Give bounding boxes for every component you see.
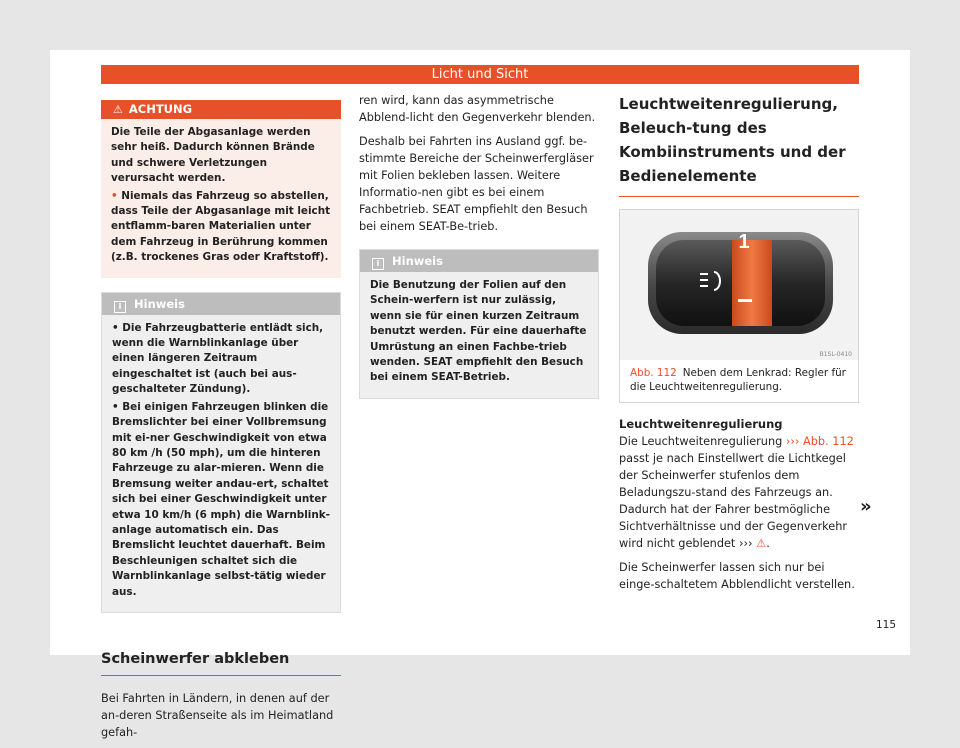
note-item: • Die Fahrzeugbatterie entlädt sich, wenn die Warnblinkanlage über einen längeren Zeitraum eingeschaltet ist (auch bei aus-geschalteter Zündung).: [112, 321, 324, 396]
figure-caption-text: Neben dem Lenkrad: Regler für die Leuchtweitenregulierung.: [630, 367, 846, 393]
dial-number: 1: [738, 231, 750, 253]
body-paragraph: Deshalb bei Fahrten ins Ausland ggf. be-stimmte Bereiche der Scheinwerfergläser mit Folien bekleben lassen. Weitere Informatio-nen gibt es bei einem Fachbetrieb. SEAT empfiehlt den Besuch bei einem SEAT-Be-trieb.: [359, 135, 594, 233]
warning-lead: Die Teile der Abgasanlage werden sehr heiß. Dadurch können Brände und schwere Verletzungen verursacht werden.: [111, 126, 315, 185]
figure-reference-link[interactable]: ››› Abb. 112: [785, 435, 854, 448]
note-title: Hinweis: [134, 296, 185, 311]
column-right: [619, 92, 859, 600]
continue-mark: »: [860, 496, 872, 517]
subheading: Leuchtweitenregulierung: [619, 417, 783, 431]
warning-header: [101, 100, 341, 119]
column-middle: [359, 92, 599, 399]
note-item: • Bei einigen Fahrzeugen blinken die Bremslichter bei einer Vollbremsung mit ei-ner Geschwindigkeit von etwa 80 km /h (50 mph), um die hinteren Fahrzeuge zu alar-mieren. Wenn die Bremsung weiter andau-ert, schaltet sich bei einer Geschwindigkeit unter etwa 10 km/h (6 mph) die Warnblink-anlage automatisch ein. Das Bremslicht leuchtet dauerhaft. Beim Beschleunigen schaltet sich die Warnblinkanlage selbst-tätig wieder aus.: [112, 400, 330, 598]
warning-item: • Niemals das Fahrzeug so abstellen, dass Teile der Abgasanlage mit leicht entflamm-baren Materialien unter dem Fahrzeug in Berührung kommen (z.B. trockenes Gras oder Kraftstoff).: [111, 189, 331, 264]
chapter-header: Licht und Sicht: [101, 65, 859, 84]
warning-box: [101, 100, 341, 278]
figure: [619, 209, 859, 403]
page-number: 115: [876, 619, 897, 631]
info-icon: i: [114, 301, 126, 313]
note-box: [101, 292, 341, 613]
figure-caption: [620, 360, 858, 402]
note-text: [360, 272, 598, 386]
note-header: [360, 250, 598, 272]
warning-text: [101, 119, 341, 266]
warning-title: ACHTUNG: [128, 102, 193, 116]
note-box: [359, 249, 599, 399]
body-paragraph: Bei Fahrten in Ländern, in denen auf der an-deren Straßenseite als im Heimatland gefah-: [101, 691, 334, 739]
section-title: Scheinwerfer abkleben: [101, 651, 341, 676]
body-paragraph: ren wird, kann das asymmetrische Abblend-licht den Gegenverkehr blenden.: [359, 94, 596, 124]
warning-triangle-icon: ⚠: [756, 537, 767, 550]
section-title: Leuchtweitenregulierung, Beleuch-tung des Kombiinstruments und der Bedienelemente: [619, 92, 859, 197]
note-header: [102, 293, 340, 315]
figure-label: Abb. 112: [630, 367, 677, 379]
headlight-range-dial-illustration: [620, 210, 858, 360]
info-icon: i: [372, 258, 384, 270]
body-paragraph: Die Leuchtweitenregulierung ››› Abb. 112 passt je nach Einstellwert die Lichtkegel der Scheinwerfer stufenlos dem Beladungszu-stand des Fahrzeugs an. Dadurch hat der Fahrer bestmögliche Sichtverhältnisse und der Gegenverkehr wird nicht geblendet ››› ⚠.: [619, 435, 854, 550]
figure-code: B1SL-0410: [819, 351, 852, 358]
figure-image: [620, 210, 858, 360]
body-paragraph: Die Scheinwerfer lassen sich nur bei einge-schaltetem Abblendlicht verstellen.: [619, 561, 855, 591]
warning-reference[interactable]: ›››: [738, 537, 753, 550]
bullet-icon: •: [111, 189, 122, 202]
bullet-icon: •: [112, 400, 123, 413]
bullet-icon: •: [112, 321, 123, 334]
warning-triangle-icon: ⚠: [113, 103, 123, 116]
column-left: [101, 100, 341, 748]
note-text: [102, 315, 340, 600]
note-paragraph: Die Benutzung der Folien auf den Schein-werfern ist nur zulässig, wenn sie für einen kurzen Zeitraum benutzt werden. Für eine dauerhafte Umrüstung an einen Fachbe-trieb wenden. SEAT empfiehlt den Besuch bei einem SEAT-Betrieb.: [370, 279, 587, 384]
note-title: Hinweis: [392, 254, 443, 268]
